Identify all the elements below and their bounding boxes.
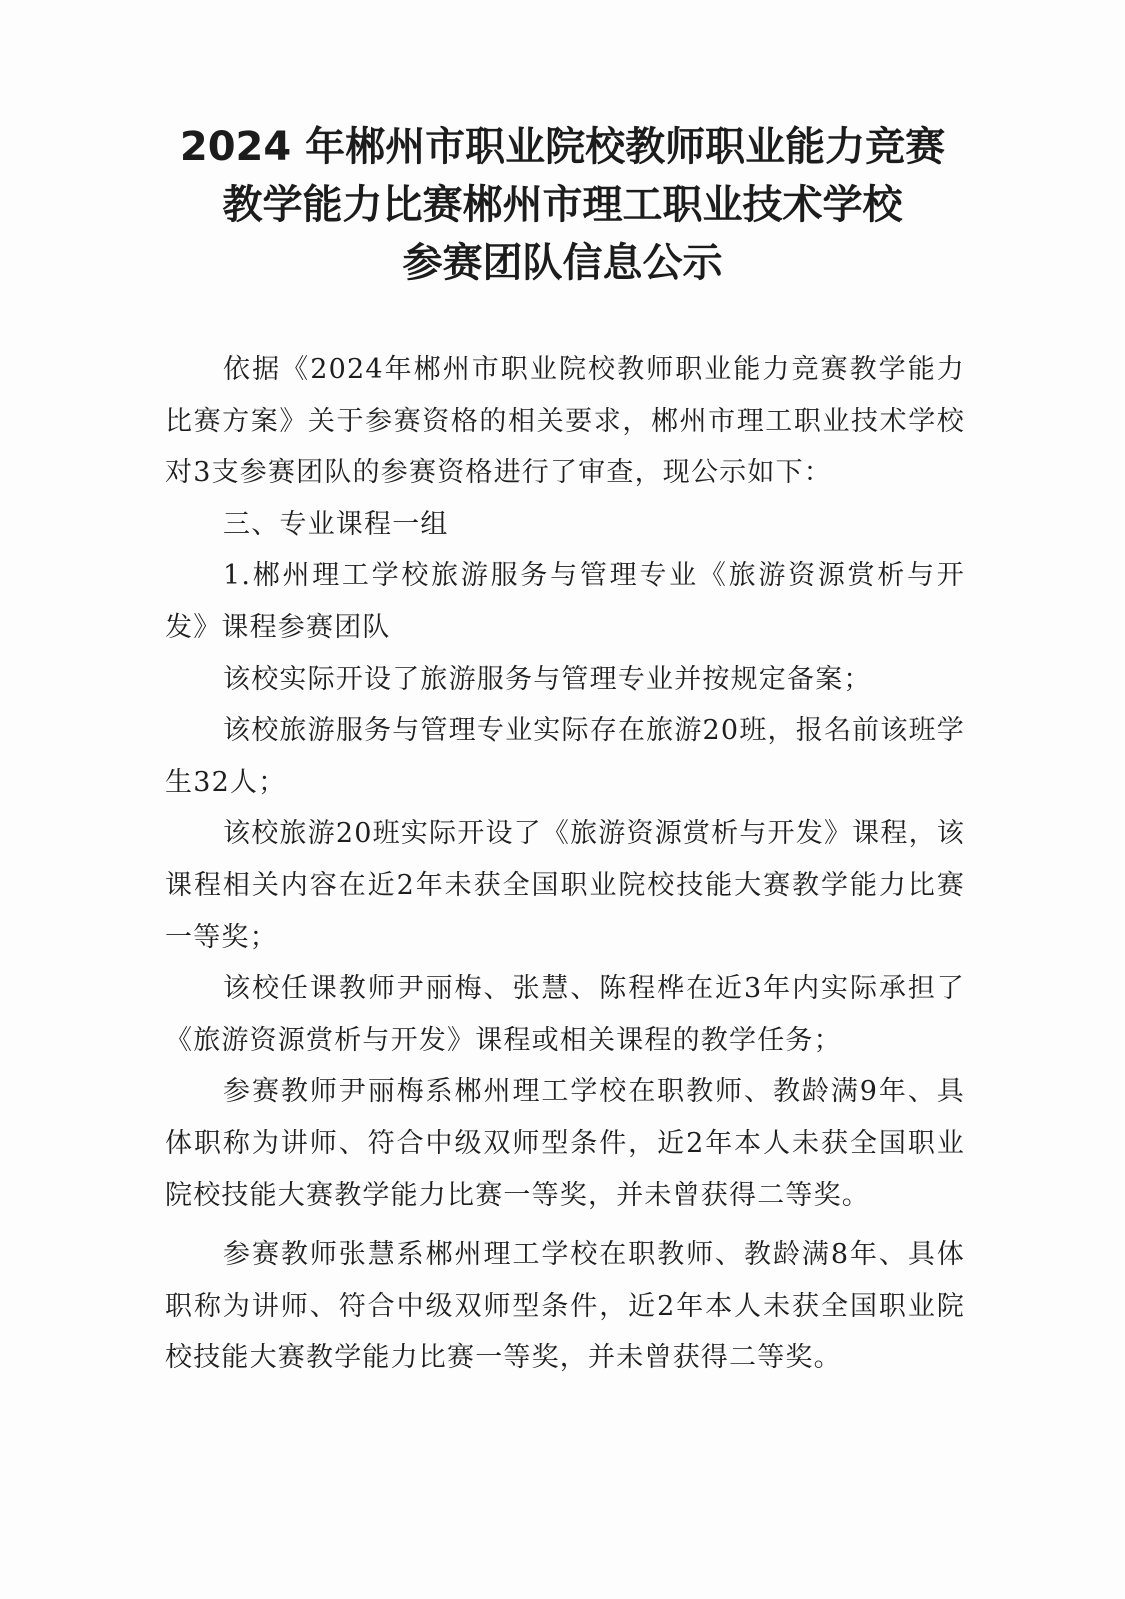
- title-line-3: 参赛团队信息公示: [402, 240, 723, 286]
- paragraph-course: 该校旅游20班实际开设了《旅游资源赏析与开发》课程，该课程相关内容在近2年未获全国职业院校技能大赛教学能力比赛一等奖；: [165, 818, 965, 953]
- paragraph-filing: 该校实际开设了旅游服务与管理专业并按规定备案；: [223, 663, 872, 695]
- team-heading: 1.郴州理工学校旅游服务与管理专业《旅游资源赏析与开发》课程参赛团队: [165, 560, 965, 643]
- title-line-2: 教学能力比赛郴州市理工职业技术学校: [222, 182, 903, 228]
- document-title: [80, 118, 1045, 292]
- intro-paragraph: 依据《2024年郴州市职业院校教师职业能力竞赛教学能力比赛方案》关于参赛资格的相关要求，郴州市理工职业技术学校对3支参赛团队的参赛资格进行了审查，现公示如下：: [165, 354, 965, 489]
- paragraph-teacher-zhang: 参赛教师张慧系郴州理工学校在职教师、教龄满8年、具体职称为讲师、符合中级双师型条件，近2年本人未获全国职业院校技能大赛教学能力比赛一等奖，并未曾获得二等奖。: [165, 1239, 965, 1374]
- section-heading: 三、专业课程一组: [223, 508, 449, 540]
- paragraph-teachers: 该校任课教师尹丽梅、张慧、陈程桦在近3年内实际承担了《旅游资源赏析与开发》课程或相关课程的教学任务；: [165, 973, 965, 1056]
- document-body: [165, 344, 965, 1384]
- title-line-1: 2024 年郴州市职业院校教师职业能力竞赛: [179, 124, 946, 170]
- paragraph-class: 该校旅游服务与管理专业实际存在旅游20班，报名前该班学生32人；: [165, 715, 965, 798]
- paragraph-teacher-yin: 参赛教师尹丽梅系郴州理工学校在职教师、教龄满9年、具体职称为讲师、符合中级双师型条件，近2年本人未获全国职业院校技能大赛教学能力比赛一等奖，并未曾获得二等奖。: [165, 1076, 965, 1211]
- paragraph-gap: [165, 1221, 965, 1229]
